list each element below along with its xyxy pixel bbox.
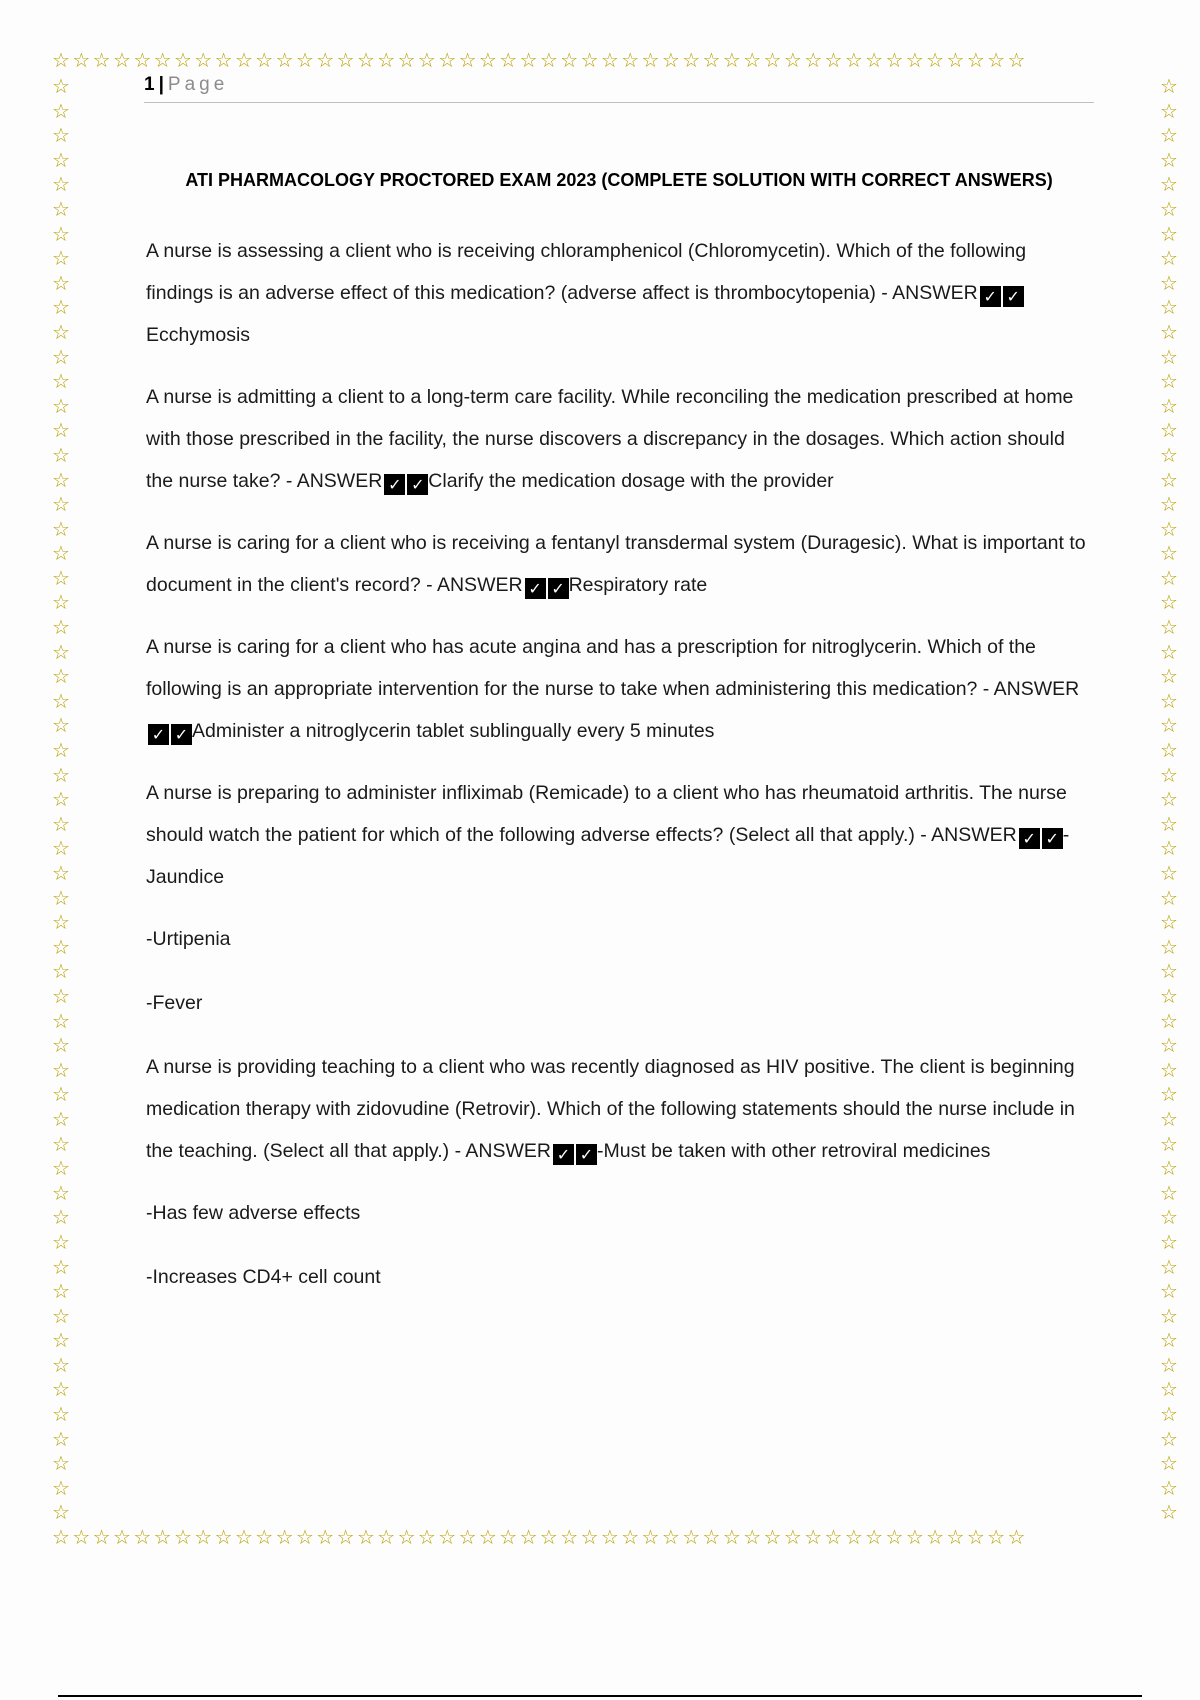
answer-text: -Jaundice <box>146 824 1070 888</box>
check-icon: ✓ <box>525 578 546 599</box>
question-item <box>146 626 1091 752</box>
question-text: A nurse is caring for a client who is receiving a fentanyl transdermal system (Duragesic). What is important to document in the client's record? - <box>146 532 1086 596</box>
answer-text: Clarify the medication dosage with the provider <box>428 470 834 492</box>
check-icon: ✓ <box>553 1144 574 1165</box>
question-item <box>146 522 1091 606</box>
answer-label: ANSWER <box>296 470 383 492</box>
check-icon: ✓ <box>548 578 569 599</box>
question-text: A nurse is providing teaching to a client who was recently diagnosed as HIV positive. The client is beginning medication therapy with zidovudine (Retrovir). Which of the following statements should the nurse include in the teaching. (Select all that apply.) - <box>146 1056 1075 1162</box>
answer-text: Ecchymosis <box>146 324 251 346</box>
star-icon-border-top: ☆☆☆☆☆☆☆☆☆☆☆☆☆☆☆☆☆☆☆☆☆☆☆☆☆☆☆☆☆☆☆☆☆☆☆☆☆☆☆☆☆☆☆☆☆☆☆☆ <box>52 50 1028 72</box>
star-icon-border-right: ☆☆☆☆☆☆☆☆☆☆☆☆☆☆☆☆☆☆☆☆☆☆☆☆☆☆☆☆☆☆☆☆☆☆☆☆☆☆☆☆☆☆☆☆☆☆☆☆☆☆☆☆☆☆☆☆☆☆☆ <box>1160 74 1178 1525</box>
check-icon: ✓ <box>576 1144 597 1165</box>
answer-option: -Urtipenia <box>146 928 231 950</box>
page-header <box>144 74 1094 103</box>
check-icon: ✓ <box>384 474 405 495</box>
question-item <box>146 772 1091 898</box>
answer-option: -Increases CD4+ cell count <box>146 1266 381 1288</box>
answer-text: -Must be taken with other retroviral medicines <box>597 1140 991 1162</box>
answer-label: ANSWER <box>931 824 1017 846</box>
question-item <box>146 1046 1091 1172</box>
page-word: Page <box>167 74 229 95</box>
star-icon-border-left: ☆☆☆☆☆☆☆☆☆☆☆☆☆☆☆☆☆☆☆☆☆☆☆☆☆☆☆☆☆☆☆☆☆☆☆☆☆☆☆☆☆☆☆☆☆☆☆☆☆☆☆☆☆☆☆☆☆☆☆ <box>52 74 70 1525</box>
answer-option: -Fever <box>146 992 203 1014</box>
check-icon: ✓ <box>1042 828 1063 849</box>
check-icon: ✓ <box>148 724 169 745</box>
question-text: A nurse is caring for a client who has acute angina and has a prescription for nitroglycerin. Which of the following is an appropriate intervention for the nurse to take when administering this medication? - <box>146 636 1036 700</box>
question-text: A nurse is admitting a client to a long-term care facility. While reconciling the medication prescribed at home with those prescribed in the facility, the nurse discovers a discrepancy in the dosages. Which action should the nurse take? - <box>146 386 1074 492</box>
question-item <box>146 376 1091 502</box>
question-text: A nurse is preparing to administer infliximab (Remicade) to a client who has rheumatoid arthritis. The nurse should watch the patient for which of the following adverse effects? (Select all that apply.) - <box>146 782 1067 846</box>
check-icon: ✓ <box>1003 286 1024 307</box>
star-icon-border-bottom: ☆☆☆☆☆☆☆☆☆☆☆☆☆☆☆☆☆☆☆☆☆☆☆☆☆☆☆☆☆☆☆☆☆☆☆☆☆☆☆☆☆☆☆☆☆☆☆☆ <box>52 1527 1028 1549</box>
bottom-divider <box>58 1695 1142 1697</box>
check-icon: ✓ <box>1019 828 1040 849</box>
answer-label: ANSWER <box>465 1140 551 1162</box>
answer-label: ANSWER <box>436 574 523 596</box>
answer-label: ANSWER <box>993 678 1080 700</box>
check-icon: ✓ <box>171 724 192 745</box>
question-item <box>146 230 1091 356</box>
check-icon: ✓ <box>407 474 428 495</box>
document-title: ATI PHARMACOLOGY PROCTORED EXAM 2023 (COMPLETE SOLUTION WITH CORRECT ANSWERS) <box>185 170 1053 190</box>
question-text: A nurse is assessing a client who is receiving chloramphenicol (Chloromycetin). Which of the following findings is an adverse effect of this medication? (adverse affect is thrombocytopenia) - <box>146 240 1027 304</box>
answer-label: ANSWER <box>892 282 978 304</box>
check-icon: ✓ <box>980 286 1001 307</box>
answer-text: Respiratory rate <box>568 574 708 596</box>
page-separator: | <box>158 74 164 95</box>
question-list <box>146 230 1091 1320</box>
answer-text: Administer a nitroglycerin tablet sublingually every 5 minutes <box>192 720 715 742</box>
answer-option: -Has few adverse effects <box>146 1202 361 1224</box>
page-number: 1 <box>144 74 155 95</box>
